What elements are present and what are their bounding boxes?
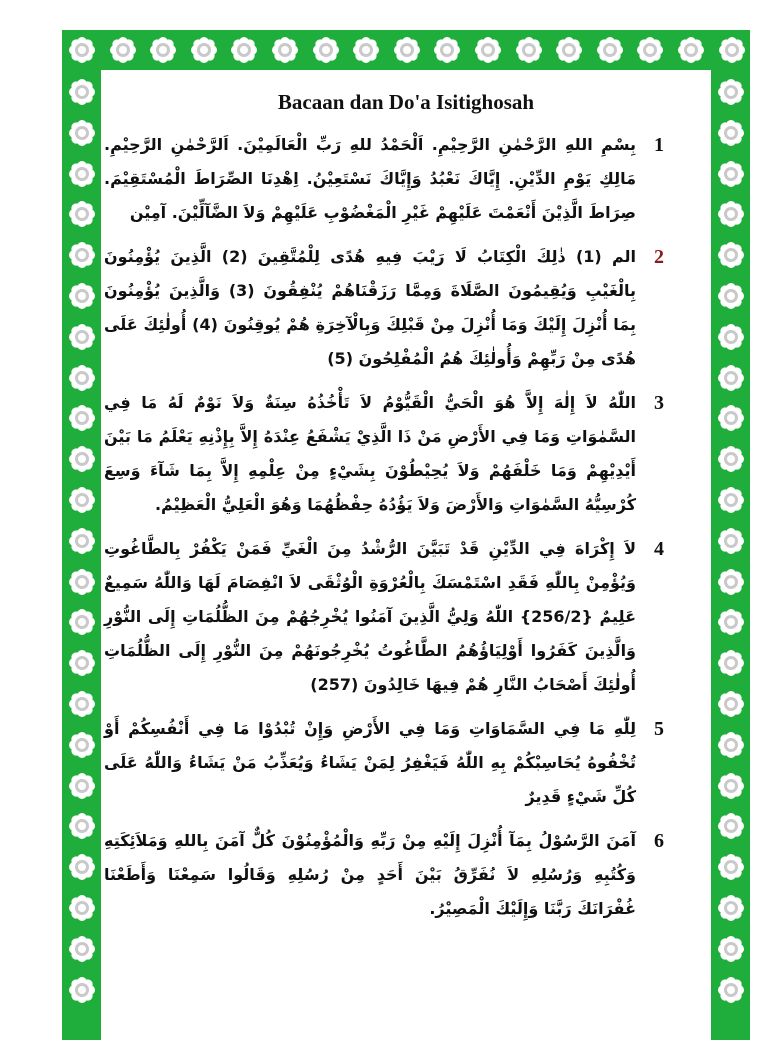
- flower-icon: [716, 77, 746, 107]
- flower-icon: [716, 403, 746, 433]
- flower-icon: [635, 35, 665, 65]
- flower-icon: [716, 811, 746, 841]
- flower-icon: [67, 485, 97, 515]
- flower-icon: [717, 35, 747, 65]
- flower-icon: [716, 485, 746, 515]
- flower-icon: [67, 281, 97, 311]
- flower-icon: [554, 35, 584, 65]
- flower-icon: [229, 35, 259, 65]
- verse-number: 3: [654, 392, 664, 414]
- flower-icon: [67, 159, 97, 189]
- verse-text: بِسْمِ اللهِ الرَّحْمٰنِ الرَّحِيْمِ. اَلْحَمْدُ للهِ رَبِّ الْعَالَمِيْنَ. اَلرَّحْمٰنِ الرَّحِيْمِ. مَالِكِ يَوْمِ الدِّيْنِ. إِيَّاكَ نَعْبُدُ وَإِيَّاكَ نَسْتَعِيْنُ. اِهْدِنَا الصِّرَاطَ الْمُسْتَقِيْمَ. صِرَاطَ الَّذِيْنَ أَنْعَمْتَ عَلَيْهِمْ غَيْرِ الْمَغْضُوْبِ عَلَيْهِمْ وَلاَ الضَّآلِّيْنَ. آمِيْن: [104, 135, 636, 222]
- flower-icon: [67, 35, 97, 65]
- flower-icon: [716, 281, 746, 311]
- verse-number: 4: [654, 538, 664, 560]
- flower-icon: [716, 648, 746, 678]
- flower-icon: [311, 35, 341, 65]
- flower-icon: [67, 771, 97, 801]
- verse-1: [104, 128, 664, 230]
- flower-icon: [432, 35, 462, 65]
- flower-icon: [716, 689, 746, 719]
- flower-icon: [716, 118, 746, 148]
- flower-icon: [716, 852, 746, 882]
- verse-3: [104, 386, 664, 522]
- flower-icon: [67, 77, 97, 107]
- flower-icon: [67, 322, 97, 352]
- flower-icon: [148, 35, 178, 65]
- flower-icon: [514, 35, 544, 65]
- verse-text: الم (1) ذٰلِكَ الْكِتَابُ لَا رَيْبَ فِيهِ هُدًى لِلْمُتَّقِينَ (2) الَّذِينَ يُؤْمِنُونَ بِالْغَيْبِ وَيُقِيمُونَ الصَّلَاةَ وَمِمَّا رَزَقْنَاهُمْ يُنْفِقُونَ (3) وَالَّذِينَ يُؤْمِنُونَ بِمَا أُنْزِلَ إِلَيْكَ وَمَا أُنْزِلَ مِنْ قَبْلِكَ وَبِالْآخِرَةِ هُمْ يُوقِنُونَ (4) أُولٰئِكَ عَلَى هُدًى مِنْ رَبِّهِمْ وَأُولٰئِكَ هُمُ الْمُفْلِحُونَ (5): [104, 247, 637, 368]
- verse-6: [104, 824, 664, 926]
- flower-icon: [595, 35, 625, 65]
- flower-icon: [67, 526, 97, 556]
- flower-icon: [351, 35, 381, 65]
- flower-icon: [67, 811, 97, 841]
- flower-icon: [716, 934, 746, 964]
- flower-icon: [716, 159, 746, 189]
- flower-icon: [716, 771, 746, 801]
- flower-icon: [67, 648, 97, 678]
- verse-4: [104, 532, 664, 702]
- flower-icon: [67, 567, 97, 597]
- verse-text: اللّٰهُ لاَ إِلٰهَ إِلاَّ هُوَ الْحَيُّ الْقَيُّوْمُ لاَ تَأْخُذُهُ سِنَةٌ وَلاَ نَوْمٌ لَهُ مَا فِي السَّمٰوَاتِ وَمَا فِي الأَرْضِ مَنْ ذَا الَّذِيْ يَشْفَعُ عِنْدَهُ إِلاَّ بِإِذْنِهِ يَعْلَمُ مَا بَيْنَ أَيْدِيْهِمْ وَمَا خَلْفَهُمْ وَلاَ يُحِيْطُوْنَ بِشَيْءٍ مِنْ عِلْمِهِ إِلاَّ بِمَا شَآءَ وَسِعَ كُرْسِيُّهُ السَّمٰوَاتِ وَالأَرْضَ وَلاَ يَؤُدُهُ حِفْظُهُمَا وَهُوَ الْعَلِيُّ الْعَظِيْمُ.: [104, 393, 636, 514]
- flower-icon: [716, 893, 746, 923]
- verse-text: لِلّٰهِ مَا فِي السَّمَاوَاتِ وَمَا فِي الأَرْضِ وَإِنْ تُبْدُوْا مَا فِي أَنْفُسِكُمْ أَوْ تُخْفُوهُ يُحَاسِبْكُمْ بِهِ اللّٰهُ فَيَغْفِرُ لِمَنْ يَشَاءُ وَيُعَذِّبُ مَنْ يَشَاءُ وَاللّٰهُ عَلَى كُلِّ شَيْءٍ قَدِيرٌ: [104, 719, 636, 806]
- verse-number: 1: [654, 134, 664, 156]
- flower-icon: [67, 240, 97, 270]
- verse-number: 6: [654, 830, 664, 852]
- flower-icon: [392, 35, 422, 65]
- flower-icon: [67, 730, 97, 760]
- verse-5: [104, 712, 664, 814]
- verse-number: 5: [654, 718, 664, 740]
- flower-icon: [716, 322, 746, 352]
- flower-icon: [676, 35, 706, 65]
- flower-icon: [716, 567, 746, 597]
- flower-icon: [473, 35, 503, 65]
- flower-icon: [716, 730, 746, 760]
- verse-number: 2: [654, 246, 664, 268]
- flower-icon: [716, 363, 746, 393]
- flower-icon: [67, 403, 97, 433]
- verse-text: آمَنَ الرَّسُوْلُ بِمَآ أُنْزِلَ إِلَيْهِ مِنْ رَبِّهِ وَالْمُؤْمِنُوْنَ كُلٌّ آمَنَ بِاللهِ وَمَلاَئِكَتِهِ وَكُتُبِهِ وَرُسُلِهِ لاَ نُفَرِّقُ بَيْنَ أَحَدٍ مِنْ رُسُلِهِ وَقَالُوا سَمِعْنَا وَأَطَعْنَا غُفْرَانَكَ رَبَّنَا وَإِلَيْكَ الْمَصِيْرُ.: [104, 831, 636, 918]
- flower-icon: [716, 607, 746, 637]
- flower-icon: [67, 689, 97, 719]
- flower-icon: [67, 444, 97, 474]
- flower-icon: [716, 444, 746, 474]
- flower-icon: [108, 35, 138, 65]
- verse-text: لاَ إِكْرَاهَ فِي الدِّيْنِ قَدْ تَبَيَّنَ الرُّشْدُ مِنَ الْغَيِّ فَمَنْ يَكْفُرْ بِالطَّاغُوتِ وَيُؤْمِنْ بِاللّٰهِ فَقَدِ اسْتَمْسَكَ بِالْعُرْوَةِ الْوُثْقَى لاَ انْفِصَامَ لَهَا وَاللّٰهُ سَمِيعٌ عَلِيمٌ {256/2} اللّٰهُ وَلِيُّ الَّذِينَ آمَنُوا يُخْرِجُهُمْ مِنَ الظُّلُمَاتِ إِلَى النُّوْرِ وَالَّذِينَ كَفَرُوا أَوْلِيَاؤُهُمُ الطَّاغُوتُ يُخْرِجُونَهُمْ مِنَ النُّوْرِ إِلَى الظُّلُمَاتِ أُولٰئِكَ أَصْحَابُ النَّارِ هُمْ فِيهَا خَالِدُونَ (257): [104, 539, 637, 694]
- flower-icon: [67, 975, 97, 1005]
- page-title: Bacaan dan Do'a Isitighosah: [277, 90, 535, 114]
- flower-icon: [716, 975, 746, 1005]
- flower-icon: [67, 852, 97, 882]
- flower-icon: [716, 526, 746, 556]
- flower-icon: [67, 934, 97, 964]
- flower-icon: [67, 199, 97, 229]
- flower-icon: [67, 363, 97, 393]
- flower-icon: [67, 607, 97, 637]
- flower-icon: [270, 35, 300, 65]
- flower-icon: [716, 199, 746, 229]
- flower-icon: [716, 240, 746, 270]
- verse-list: [104, 128, 664, 936]
- flower-icon: [67, 118, 97, 148]
- verse-2: [104, 240, 664, 376]
- flower-icon: [67, 893, 97, 923]
- flower-icon: [189, 35, 219, 65]
